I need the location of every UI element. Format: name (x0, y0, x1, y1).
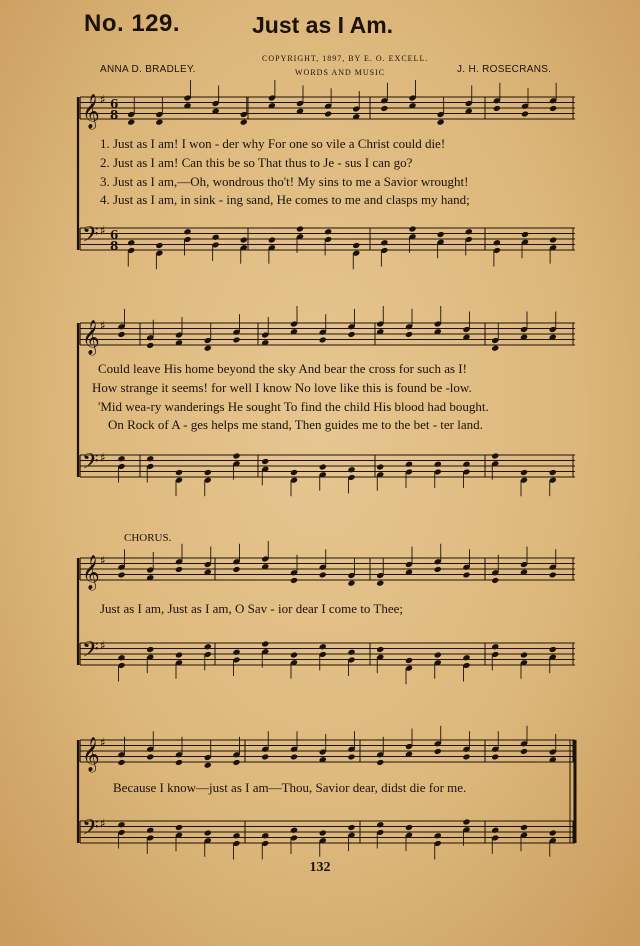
note-head (437, 119, 445, 126)
treble-clef-icon: 𝄞 (82, 555, 100, 590)
note-head (232, 336, 240, 343)
lyricist-name: ANNA D. BRADLEY. (100, 64, 196, 75)
note-head (261, 832, 269, 839)
treble-clef-icon: 𝄞 (82, 94, 100, 129)
note-head (175, 566, 183, 573)
note-head (204, 643, 212, 650)
page-number: 132 (309, 860, 331, 875)
note-head (146, 455, 154, 462)
time-signature-top: 6 (110, 228, 119, 242)
key-signature-icon: ♯ (100, 638, 106, 653)
note-head (520, 651, 528, 658)
note-head (240, 119, 248, 126)
note-head (117, 821, 125, 828)
time-signature-top: 6 (110, 97, 119, 111)
key-signature-icon: ♯ (100, 318, 106, 333)
key-signature-icon: ♯ (100, 223, 106, 238)
note-head (491, 577, 499, 584)
note-head (405, 824, 413, 831)
note-head (319, 571, 327, 578)
note-head (183, 228, 191, 235)
lyric-line-7: 'Mid wea-ry wanderings He sought To find the child His blood had bought. (98, 399, 489, 414)
note-head (261, 458, 269, 465)
note-head (204, 829, 212, 836)
note-head (549, 105, 557, 112)
hymn-number: No. 129. (84, 10, 181, 37)
note-head (212, 234, 220, 241)
note-head (296, 225, 304, 232)
note-head (465, 228, 473, 235)
note-head (437, 231, 445, 238)
note-head (232, 759, 240, 766)
note-head (462, 654, 470, 661)
note-head (204, 762, 212, 769)
note-head (434, 651, 442, 658)
note-head (491, 753, 499, 760)
note-head (146, 753, 154, 760)
note-head (491, 345, 499, 352)
chorus-lyric-line-2: Because I know—just as I am—Thou, Savior dear, didst die for me. (113, 780, 467, 795)
note-head (232, 452, 240, 459)
note-head (175, 824, 183, 831)
key-signature-icon: ♯ (100, 816, 106, 831)
note-head (232, 832, 240, 839)
lyric-line-2: 2. Just as I am! Can this be so That thus to Je - sus I can go? (100, 155, 413, 170)
note-head (324, 228, 332, 235)
note-head (290, 469, 298, 476)
note-head (462, 571, 470, 578)
note-head (290, 827, 298, 834)
note-head (521, 110, 529, 117)
note-head (549, 469, 557, 476)
note-head (319, 643, 327, 650)
chorus-lyric-line-1: Just as I am, Just as I am, O Sav - ior dear I come to Thee; (100, 601, 404, 616)
bass-clef-icon: 𝄢 (82, 449, 99, 480)
note-head (127, 239, 135, 246)
note-head (146, 646, 154, 653)
note-head (117, 571, 125, 578)
note-head (434, 461, 442, 468)
note-head (347, 824, 355, 831)
hymn-title: Just as I Am. (252, 12, 394, 38)
note-head (290, 651, 298, 658)
note-head (347, 580, 355, 587)
treble-clef-icon: 𝄞 (82, 737, 100, 772)
note-head (405, 331, 413, 338)
lyric-line-4: 4. Just as I am, in sink - ing sand, He comes to me and clasps my hand; (100, 192, 470, 207)
note-head (117, 331, 125, 338)
note-head (549, 829, 557, 836)
note-head (117, 654, 125, 661)
note-head (408, 225, 416, 232)
lyric-line-5: Could leave His home beyond the sky And bear the cross for such as I! (98, 361, 467, 376)
note-head (319, 336, 327, 343)
key-signature-icon: ♯ (100, 735, 106, 750)
note-head (175, 651, 183, 658)
note-head (319, 829, 327, 836)
key-signature-icon: ♯ (100, 553, 106, 568)
note-head (376, 580, 384, 587)
note-head (462, 818, 470, 825)
note-head (347, 331, 355, 338)
note-head (261, 753, 269, 760)
note-head (117, 455, 125, 462)
bass-clef-icon: 𝄢 (82, 222, 99, 253)
note-head (347, 649, 355, 656)
note-head (268, 236, 276, 243)
note-head (117, 759, 125, 766)
time-signature-bottom: 8 (110, 108, 119, 122)
composer-name: J. H. ROSECRANS. (457, 64, 552, 75)
bass-clef-icon: 𝄢 (82, 815, 99, 846)
note-head (290, 577, 298, 584)
note-head (491, 827, 499, 834)
note-head (347, 753, 355, 760)
note-head (146, 342, 154, 349)
note-head (376, 463, 384, 470)
note-head (491, 643, 499, 650)
note-head (549, 236, 557, 243)
note-head (405, 657, 413, 664)
note-head (462, 461, 470, 468)
note-head (204, 345, 212, 352)
note-head (347, 466, 355, 473)
note-head (319, 463, 327, 470)
words-music-credit: WORDS AND MUSIC (295, 68, 386, 77)
note-head (376, 821, 384, 828)
treble-clef-icon: 𝄞 (82, 320, 100, 355)
note-head (493, 239, 501, 246)
note-head (261, 640, 269, 647)
note-head (434, 832, 442, 839)
note-head (405, 461, 413, 468)
note-head (549, 571, 557, 578)
note-head (434, 566, 442, 573)
note-head (462, 753, 470, 760)
note-head (290, 753, 298, 760)
note-head (204, 469, 212, 476)
note-head (324, 110, 332, 117)
note-head (520, 824, 528, 831)
lyric-line-6: How strange it seems! for well I know No love like this is found be -low. (92, 380, 472, 395)
key-signature-icon: ♯ (100, 450, 106, 465)
lyric-line-8: On Rock of A - ges helps me stand, Then guides me to the bet - ter land. (108, 417, 483, 432)
note-head (352, 242, 360, 249)
note-head (232, 566, 240, 573)
note-head (380, 239, 388, 246)
note-head (520, 748, 528, 755)
note-head (175, 759, 183, 766)
note-head (127, 119, 135, 126)
note-head (491, 452, 499, 459)
key-signature-icon: ♯ (100, 92, 106, 107)
time-signature-bottom: 8 (110, 239, 119, 253)
note-head (520, 469, 528, 476)
note-head (175, 469, 183, 476)
note-head (240, 236, 248, 243)
bass-clef-icon: 𝄢 (82, 637, 99, 668)
note-head (155, 242, 163, 249)
note-head (493, 105, 501, 112)
note-head (146, 827, 154, 834)
chorus-label: CHORUS. (124, 532, 172, 544)
note-head (380, 105, 388, 112)
copyright-line: COPYRIGHT, 1897, BY E. O. EXCELL. (262, 54, 429, 63)
note-head (376, 759, 384, 766)
note-head (521, 231, 529, 238)
lyric-line-1: 1. Just as I am! I won - der why For one so vile a Christ could die! (100, 136, 446, 151)
note-head (434, 748, 442, 755)
lyric-line-3: 3. Just as I am,—Oh, wondrous tho't! My sins to me a Savior wrought! (100, 174, 469, 189)
note-head (155, 119, 163, 126)
note-head (232, 649, 240, 656)
note-head (549, 646, 557, 653)
note-head (376, 646, 384, 653)
